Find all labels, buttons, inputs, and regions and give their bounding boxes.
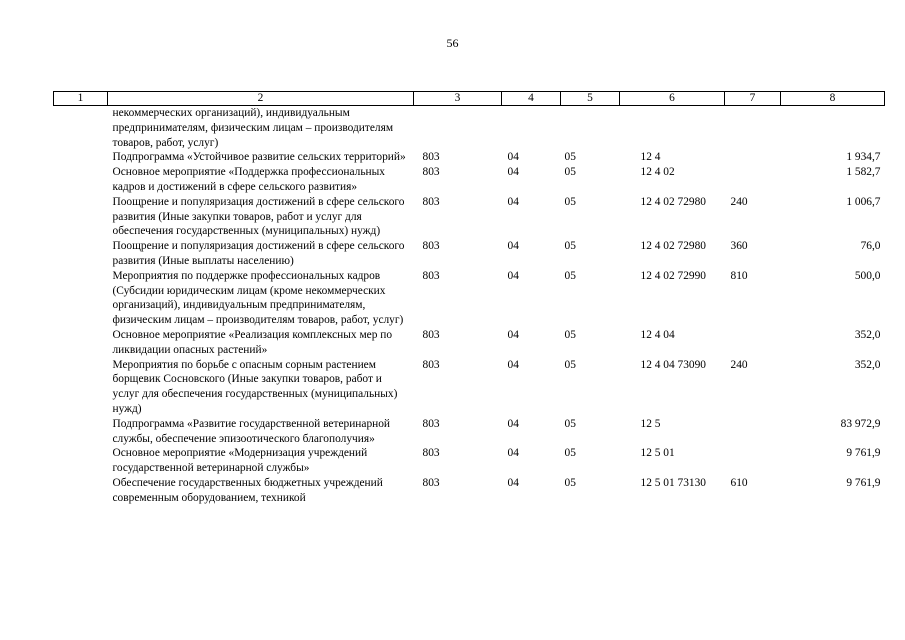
cell-expense-type: 240 [730,358,748,371]
table-row [54,165,885,195]
table-row [54,446,885,476]
cell-name: Подпрограмма «Устойчивое развитие сельских территорий» [112,151,406,164]
cell-expense-type: 810 [730,269,748,282]
cell-subsection: 05 [564,476,576,489]
header-col-1: 1 [54,92,108,106]
header-col-7: 7 [725,92,781,106]
cell-name: Подпрограмма «Развитие государственной ветеринарной службы, обеспечение эпизоотического благополучия» [112,417,391,445]
cell-name: Основное мероприятие «Модернизация учреждений государственной ветеринарной службы» [112,447,368,475]
cell-amount: 352,0 [854,328,881,341]
cell-section: 04 [507,240,519,253]
table-body [54,106,885,506]
cell-amount: 1 006,7 [846,195,881,208]
cell-expense-type [725,106,781,151]
table-header [54,92,885,106]
cell-expense-type: 240 [730,195,748,208]
cell-section: 04 [507,269,519,282]
table-row [54,195,885,239]
cell-col-1 [54,476,108,506]
header-col-5: 5 [561,92,620,106]
table-row [54,239,885,269]
cell-col-1 [54,417,108,447]
header-col-8: 8 [781,92,885,106]
cell-col-1 [54,195,108,239]
cell-ministry-code: 803 [422,195,440,208]
cell-target-article: 12 4 02 72980 [640,240,706,253]
cell-target-article: 12 4 04 [640,328,675,341]
cell-target-article: 12 4 02 72990 [640,269,706,282]
table-row [54,358,885,417]
cell-expense-type [725,165,781,195]
budget-table [53,91,885,506]
cell-expense-type [725,328,781,358]
cell-subsection: 05 [564,151,576,164]
cell-subsection: 05 [564,417,576,430]
cell-expense-type [725,150,781,165]
cell-name: Основное мероприятие «Поддержка профессиональных кадров и достижений в сфере сельского развития» [112,166,385,193]
cell-target-article [620,106,725,151]
cell-ministry-code: 803 [422,417,440,430]
cell-target-article: 12 4 02 [640,166,675,179]
cell-amount: 9 761,9 [846,447,881,460]
cell-name: некоммерческих организаций), индивидуальным предпринимателям, физическим лицам – производителям товаров, работ, услуг) [112,107,394,149]
cell-subsection: 05 [564,166,576,179]
cell-subsection: 05 [564,195,576,208]
cell-amount: 1 582,7 [846,166,881,179]
cell-name: Поощрение и популяризация достижений в сфере сельского развития (Иные выплаты населению) [112,240,405,267]
table-row [54,476,885,506]
cell-ministry-code: 803 [422,166,440,179]
table-row [54,150,885,165]
table-row [54,269,885,328]
cell-col-1 [54,358,108,417]
header-row [54,92,885,106]
cell-section: 04 [507,166,519,179]
header-col-4: 4 [502,92,561,106]
cell-ministry-code: 803 [422,476,440,489]
cell-amount: 9 761,9 [846,476,881,489]
cell-expense-type: 360 [730,240,748,253]
cell-col-1 [54,165,108,195]
cell-col-1 [54,269,108,328]
cell-section: 04 [507,151,519,164]
cell-col-1 [54,239,108,269]
cell-section: 04 [507,328,519,341]
cell-amount: 83 972,9 [840,417,881,430]
cell-amount [781,106,885,151]
cell-expense-type [725,446,781,476]
cell-expense-type: 610 [730,476,748,489]
cell-ministry-code: 803 [422,328,440,341]
cell-col-1 [54,150,108,165]
cell-section: 04 [507,476,519,489]
cell-section: 04 [507,195,519,208]
cell-section: 04 [507,447,519,460]
cell-name: Поощрение и популяризация достижений в сфере сельского развития (Иные закупки товаров, работ и услуг для обеспечения государственных (муниципальных) нужд) [112,195,405,238]
cell-amount: 500,0 [854,269,881,282]
cell-subsection [561,106,620,151]
cell-col-1 [54,446,108,476]
cell-target-article: 12 4 02 72980 [640,195,706,208]
cell-target-article: 12 5 01 73130 [640,476,706,489]
cell-target-article: 12 4 [640,151,661,164]
cell-name: Мероприятия по борьбе с опасным сорным растением борщевик Сосновского (Иные закупки товаров, работ и услуг для обеспечения государственных (муниципальных) нужд) [112,358,398,415]
cell-subsection: 05 [564,269,576,282]
cell-amount: 1 934,7 [846,151,881,164]
cell-section: 04 [507,358,519,371]
header-col-6: 6 [620,92,725,106]
cell-target-article: 12 5 01 [640,447,675,460]
cell-amount: 352,0 [854,358,881,371]
table-row [54,106,885,151]
cell-subsection: 05 [564,358,576,371]
cell-section [502,106,561,151]
cell-target-article: 12 4 04 73090 [640,358,706,371]
cell-expense-type [725,417,781,447]
cell-ministry-code: 803 [422,358,440,371]
cell-name: Мероприятия по поддержке профессиональных кадров (Субсидии юридическим лицам (кроме некоммерческих организаций), индивидуальным предпринимателям, физическим лицам – производителям товаров, работ, услуг) [112,269,404,327]
cell-ministry-code: 803 [422,447,440,460]
cell-ministry-code [414,106,502,151]
table-row [54,417,885,447]
cell-ministry-code: 803 [422,269,440,282]
cell-ministry-code: 803 [422,240,440,253]
cell-col-1 [54,328,108,358]
cell-target-article: 12 5 [640,417,661,430]
table-row [54,328,885,358]
header-col-3: 3 [414,92,502,106]
cell-subsection: 05 [564,328,576,341]
header-col-2: 2 [108,92,414,106]
cell-name: Основное мероприятие «Реализация комплексных мер по ликвидации опасных растений» [112,328,393,356]
cell-amount: 76,0 [860,240,881,253]
page-number: 56 [446,36,459,50]
budget-table-container [53,91,884,506]
cell-subsection: 05 [564,447,576,460]
cell-subsection: 05 [564,240,576,253]
cell-name: Обеспечение государственных бюджетных учреждений современным оборудованием, техникой [112,476,383,504]
cell-col-1 [54,106,108,151]
cell-ministry-code: 803 [422,151,440,164]
cell-section: 04 [507,417,519,430]
